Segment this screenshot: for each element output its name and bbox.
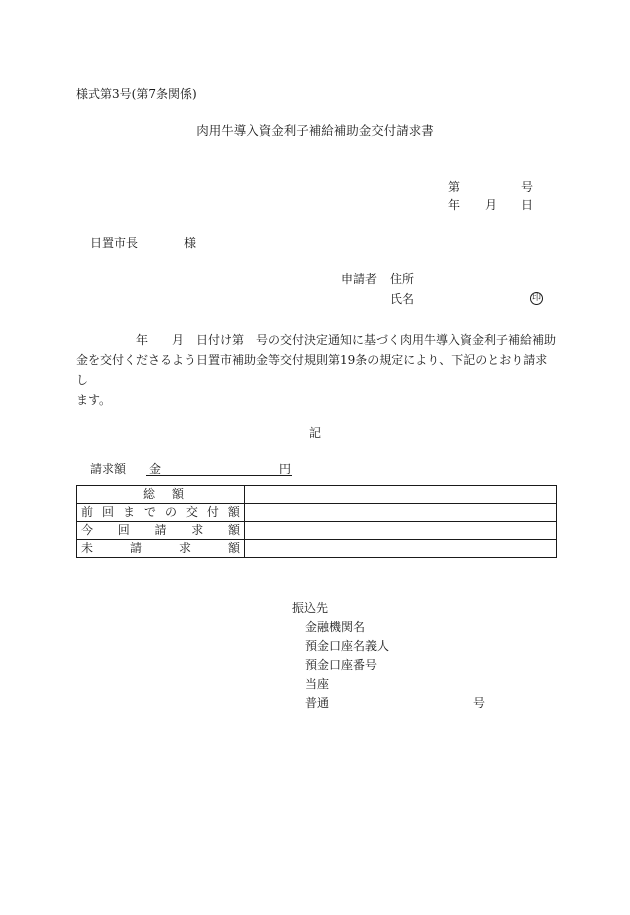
body-line-2: 金を交付くださるよう日置市補助金等交付規則第19条の規定により、下記のとおり請求し [76,353,548,387]
seal-icon: 印 [531,293,541,303]
row-label-total [77,486,245,504]
page-title: 肉用牛導入資金利子補給補助金交付請求書 [196,123,434,138]
label-char: 額 [227,523,240,537]
row-value-unclaimed[interactable] [245,540,557,558]
row-label-unclaimed [77,540,245,558]
label-char: 請 [129,541,142,555]
amounts-table [76,485,557,558]
table-row [77,522,557,540]
date-month: 月 [485,198,498,212]
label-char: ま [122,505,135,519]
row-value-previous[interactable] [245,504,557,522]
date-year: 年 [448,198,461,212]
row-label-previous [77,504,245,522]
table-row [77,486,557,504]
row-label-current [77,522,245,540]
form-number: 様式第3号(第7条関係) [76,87,197,101]
claim-label: 請求額 [90,462,127,476]
claim-yen: 円 [278,462,291,476]
row-value-current[interactable] [245,522,557,540]
bank-account-number-label: 預金口座番号 [305,658,378,672]
label-char: 前 [81,505,94,519]
label-char: 請 [154,523,167,537]
label-char: 付 [206,505,219,519]
label-char: 求 [178,541,191,555]
bank-account-holder-label: 預金口座名義人 [305,639,390,653]
body-line-3: ます。 [76,393,112,407]
label-char: 総 [143,487,156,501]
applicant-name-label: 氏名 [390,292,415,306]
label-char: 額 [227,541,240,555]
label-char: 回 [117,523,130,537]
label-char: 交 [185,505,198,519]
label-char: 今 [81,523,94,537]
applicant-address-label: 住所 [390,272,415,286]
body-line-1: 年 月 日付け第 号の交付決定通知に基づく肉用牛導入資金利子補給補助 [76,333,557,347]
row-value-total[interactable] [245,486,557,504]
bank-header: 振込先 [292,601,329,615]
label-char: 回 [101,505,114,519]
label-char: の [164,505,177,519]
claim-amount-line [146,460,292,476]
date-day: 日 [521,198,534,212]
label-char: 求 [191,523,204,537]
doc-number-dai: 第 [448,180,461,194]
body-paragraph [76,330,558,410]
addressee-honorific: 様 [184,236,197,250]
label-char: 未 [81,541,94,555]
table-row [77,540,557,558]
label-char: 額 [227,505,240,519]
bank-go-label: 号 [473,696,486,710]
table-row [77,504,557,522]
doc-number-go: 号 [521,180,534,194]
bank-institution-label: 金融機関名 [305,620,366,634]
label-char: 額 [171,487,184,501]
applicant-label: 申請者 [341,272,378,286]
bank-ordinary-label: 普通 [305,696,330,710]
label-char: で [143,505,156,519]
bank-current-label: 当座 [305,677,330,691]
addressee-name: 日置市長 [90,236,139,250]
claim-kin: 金 [149,462,162,476]
ki-heading: 記 [309,426,322,440]
